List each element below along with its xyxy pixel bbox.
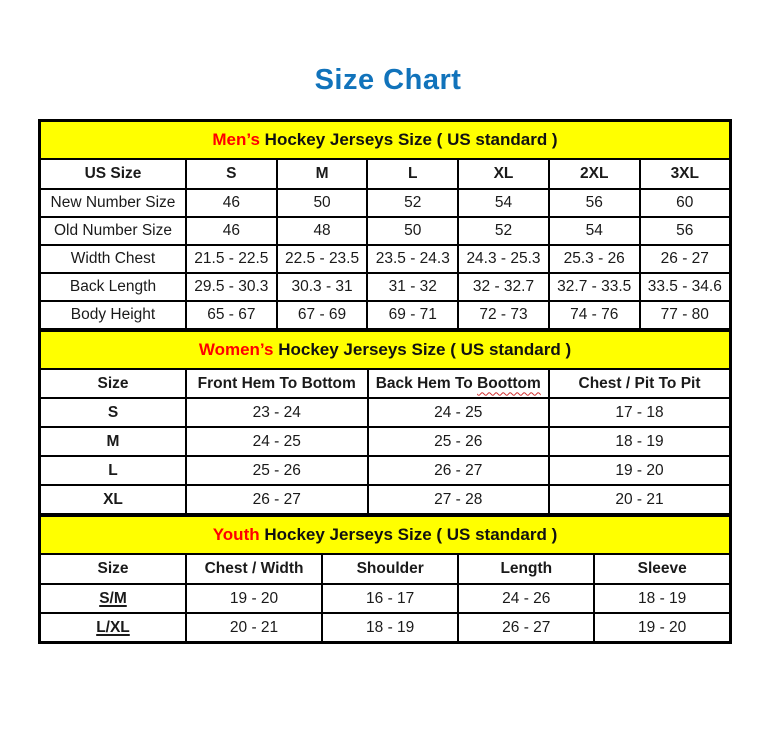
row-label: S [40, 398, 186, 427]
data-cell: 23 - 24 [186, 398, 368, 427]
data-cell: 52 [458, 217, 549, 245]
mens-highlight-label: Men’s [212, 130, 260, 149]
womens-header-row [40, 369, 731, 398]
data-cell: 52 [367, 189, 458, 217]
data-cell: 46 [186, 217, 277, 245]
youth-header-row [40, 554, 731, 584]
data-cell: 19 - 20 [594, 613, 730, 643]
header-cell: M [277, 159, 368, 189]
mens-size-table [38, 119, 732, 331]
header-cell [368, 369, 550, 398]
data-cell: 24 - 26 [458, 584, 594, 613]
data-cell: 25 - 26 [186, 456, 368, 485]
table-row [40, 301, 731, 330]
header-cell: Length [458, 554, 594, 584]
data-cell: 26 - 27 [368, 456, 550, 485]
data-cell: 56 [549, 189, 640, 217]
data-cell: 50 [277, 189, 368, 217]
header-cell: Front Hem To Bottom [186, 369, 368, 398]
data-cell: 25 - 26 [368, 427, 550, 456]
data-cell: 18 - 19 [322, 613, 458, 643]
table-row [40, 245, 731, 273]
womens-caption-rest: Hockey Jerseys Size ( US standard ) [278, 340, 572, 359]
data-cell: 27 - 28 [368, 485, 550, 515]
data-cell: 20 - 21 [549, 485, 730, 515]
header-cell: Size [40, 554, 186, 584]
data-cell: 24.3 - 25.3 [458, 245, 549, 273]
table-row [40, 273, 731, 301]
youth-section-band [40, 516, 731, 555]
table-row [40, 398, 731, 427]
data-cell: 33.5 - 34.6 [640, 273, 731, 301]
data-cell: 60 [640, 189, 731, 217]
data-cell: 21.5 - 22.5 [186, 245, 277, 273]
row-label: Width Chest [40, 245, 186, 273]
row-label: Old Number Size [40, 217, 186, 245]
data-cell: 19 - 20 [186, 584, 322, 613]
data-cell: 77 - 80 [640, 301, 731, 330]
mens-caption-rest: Hockey Jerseys Size ( US standard ) [264, 130, 558, 149]
size-chart-container [38, 119, 732, 644]
misspelled-word-squiggle: Boottom [477, 374, 541, 392]
data-cell: 19 - 20 [549, 456, 730, 485]
data-cell: 20 - 21 [186, 613, 322, 643]
data-cell: 17 - 18 [549, 398, 730, 427]
header-cell: Size [40, 369, 186, 398]
header-cell: Chest / Width [186, 554, 322, 584]
data-cell: 25.3 - 26 [549, 245, 640, 273]
data-cell: 18 - 19 [549, 427, 730, 456]
data-cell: 67 - 69 [277, 301, 368, 330]
youth-caption-rest: Hockey Jerseys Size ( US standard ) [264, 525, 558, 544]
data-cell: 54 [458, 189, 549, 217]
data-cell: 23.5 - 24.3 [367, 245, 458, 273]
row-label: L/XL [40, 613, 186, 643]
data-cell: 29.5 - 30.3 [186, 273, 277, 301]
data-cell: 72 - 73 [458, 301, 549, 330]
row-label: Body Height [40, 301, 186, 330]
data-cell: 16 - 17 [322, 584, 458, 613]
data-cell: 24 - 25 [368, 398, 550, 427]
data-cell: 32 - 32.7 [458, 273, 549, 301]
youth-section-title [40, 516, 731, 555]
data-cell: 18 - 19 [594, 584, 730, 613]
mens-section-title [40, 121, 731, 160]
header-cell: US Size [40, 159, 186, 189]
header-cell: S [186, 159, 277, 189]
youth-highlight-label: Youth [212, 525, 260, 544]
row-label: L [40, 456, 186, 485]
womens-section-band [40, 331, 731, 370]
mens-header-row [40, 159, 731, 189]
data-cell: 30.3 - 31 [277, 273, 368, 301]
row-label: S/M [40, 584, 186, 613]
womens-section-title [40, 331, 731, 370]
header-cell: XL [458, 159, 549, 189]
table-row [40, 485, 731, 515]
data-cell: 54 [549, 217, 640, 245]
data-cell: 22.5 - 23.5 [277, 245, 368, 273]
table-row [40, 427, 731, 456]
page-title: Size Chart [314, 64, 462, 96]
data-cell: 46 [186, 189, 277, 217]
data-cell: 65 - 67 [186, 301, 277, 330]
header-text: Back Hem To [375, 374, 473, 392]
data-cell: 50 [367, 217, 458, 245]
data-cell: 24 - 25 [186, 427, 368, 456]
header-cell: Chest / Pit To Pit [549, 369, 730, 398]
header-cell: Sleeve [594, 554, 730, 584]
row-label: M [40, 427, 186, 456]
data-cell: 31 - 32 [367, 273, 458, 301]
row-label: New Number Size [40, 189, 186, 217]
data-cell: 26 - 27 [640, 245, 731, 273]
data-cell: 69 - 71 [367, 301, 458, 330]
youth-size-table [38, 514, 732, 644]
mens-section-band [40, 121, 731, 160]
header-cell: 3XL [640, 159, 731, 189]
header-cell: Shoulder [322, 554, 458, 584]
womens-highlight-label: Women’s [198, 340, 274, 359]
womens-size-table [38, 329, 732, 516]
table-row [40, 456, 731, 485]
data-cell: 56 [640, 217, 731, 245]
data-cell: 48 [277, 217, 368, 245]
header-cell: 2XL [549, 159, 640, 189]
table-row [40, 217, 731, 245]
header-cell: L [367, 159, 458, 189]
table-row [40, 613, 731, 643]
data-cell: 32.7 - 33.5 [549, 273, 640, 301]
row-label: Back Length [40, 273, 186, 301]
data-cell: 74 - 76 [549, 301, 640, 330]
table-row [40, 189, 731, 217]
row-label: XL [40, 485, 186, 515]
table-row [40, 584, 731, 613]
data-cell: 26 - 27 [458, 613, 594, 643]
data-cell: 26 - 27 [186, 485, 368, 515]
